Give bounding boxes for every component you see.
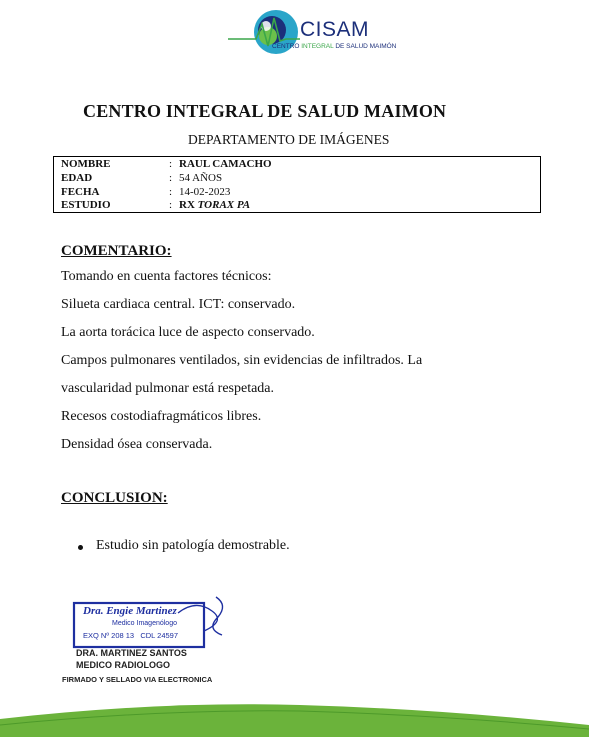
study-date: 14-02-2023 — [179, 186, 231, 198]
conclusion-item: Estudio sin patología demostrable. — [96, 538, 290, 553]
stamp-name: Dra. Engie Martinez — [83, 605, 177, 617]
patient-name: RAUL CAMACHO — [179, 158, 272, 170]
comment-line: Recesos costodiafragmáticos libres. — [61, 409, 262, 424]
comment-line: Densidad ósea conservada. — [61, 437, 213, 452]
department-name: DEPARTAMENTO DE IMÁGENES — [188, 132, 390, 147]
doctor-title: MEDICO RADIOLOGO — [76, 660, 170, 670]
conclusion-heading: CONCLUSION: — [61, 490, 168, 506]
comment-line: Campos pulmonares ventilados, sin evidencias de infiltrados. La — [61, 353, 423, 368]
bullet-icon — [78, 545, 83, 550]
comment-line: La aorta torácica luce de aspecto conservado. — [61, 325, 315, 340]
document-title: CENTRO INTEGRAL DE SALUD MAIMON — [83, 101, 447, 121]
doctor-name: DRA. MARTINEZ SANTOS — [76, 648, 187, 658]
patient-info-box: NOMBRE : RAUL CAMACHO EDAD : 54 AÑOS FECHA : 14-02-2023 ESTUDIO : RX TORAX PA — [53, 156, 541, 213]
comment-line: Silueta cardiaca central. ICT: conservado. — [61, 297, 296, 312]
study-type: RX TORAX PA — [179, 199, 251, 211]
stamp-license: EXQ Nº 208 13 CDL 24597 — [83, 631, 179, 640]
comment-heading: COMENTARIO: — [61, 243, 172, 259]
patient-age: 54 AÑOS — [179, 172, 223, 184]
comment-line: vascularidad pulmonar está respetada. — [61, 381, 275, 396]
logo-wordmark: CISAM — [300, 18, 370, 41]
footer-wave-decoration — [0, 697, 589, 737]
signature-note: FIRMADO Y SELLADO VIA ELECTRONICA — [62, 675, 213, 684]
logo-subtitle: CENTRO INTEGRAL DE SALUD MAIMÓN — [272, 43, 397, 50]
comment-line: Tomando en cuenta factores técnicos: — [61, 269, 272, 284]
stamp-role: Medico Imagenólogo — [112, 620, 177, 627]
